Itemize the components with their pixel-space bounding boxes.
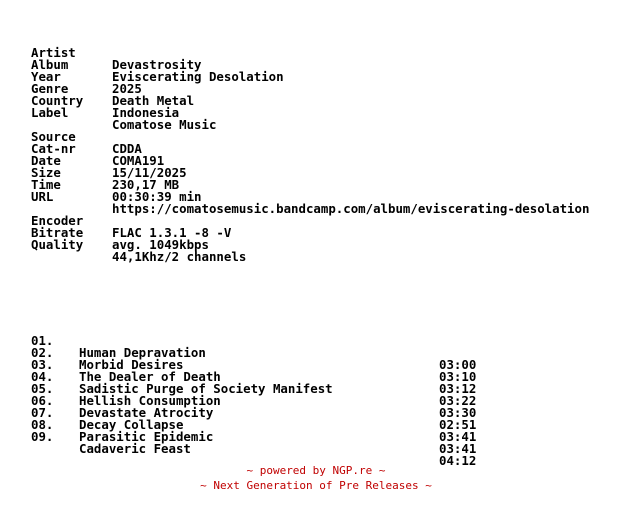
genre-value: Death Metal <box>112 93 195 108</box>
track-title: Devastate Atrocity <box>79 405 214 420</box>
year-value: 2025 <box>112 81 142 96</box>
date-value: 15/11/2025 <box>112 165 187 180</box>
track-number: 08. <box>31 417 54 432</box>
track-number: 02. <box>31 345 54 360</box>
quality-value: 44,1Khz/2 channels <box>112 249 247 264</box>
track-title: Sadistic Purge of Society Manifest <box>79 381 333 396</box>
footer-powered-by: ~ powered by NGP.re ~ <box>246 464 386 477</box>
track-title: Parasitic Epidemic <box>79 429 214 444</box>
encoder-value: FLAC 1.3.1 -8 -V <box>112 225 232 240</box>
record-label-label: Label <box>31 105 69 120</box>
track-number: 01. <box>31 333 54 348</box>
size-label: Size <box>31 165 61 180</box>
genre-label: Genre <box>31 81 69 96</box>
track-title: Hellish Consumption <box>79 393 221 408</box>
country-value: Indonesia <box>112 105 180 120</box>
bitrate-value: avg. 1049kbps <box>112 237 209 252</box>
country-label: Country <box>31 93 84 108</box>
catnr-label: Cat-nr <box>31 141 76 156</box>
catnr-value: COMA191 <box>112 153 165 168</box>
track-number: 05. <box>31 381 54 396</box>
track-number: 04. <box>31 369 54 384</box>
track-title: Morbid Desires <box>79 357 184 372</box>
track-title: The Dealer of Death <box>79 369 221 384</box>
tracklist <box>31 323 591 468</box>
track-number: 03. <box>31 357 54 372</box>
footer-tagline: ~ Next Generation of Pre Releases ~ <box>200 479 432 492</box>
track-title: Human Depravation <box>79 345 206 360</box>
url-label: URL <box>31 189 54 204</box>
date-label: Date <box>31 153 61 168</box>
track-title: Decay Collapse <box>79 417 184 432</box>
track-number: 09. <box>31 429 54 444</box>
track-title: Cadaveric Feast <box>79 441 191 456</box>
url-value: https://comatosemusic.bandcamp.com/album/eviscerating-desolation <box>112 201 590 216</box>
track-duration: 03:41 <box>439 441 477 456</box>
artist-label: Artist <box>31 45 76 60</box>
time-label: Time <box>31 177 61 192</box>
artist-value: Devastrosity <box>112 57 202 72</box>
quality-label: Quality <box>31 237 84 252</box>
album-label: Album <box>31 57 69 72</box>
track-duration: 03:12 <box>439 381 477 396</box>
track-number: 06. <box>31 393 54 408</box>
track-duration: 04:12 <box>439 453 477 468</box>
nfo-info-block <box>31 35 631 264</box>
album-value: Eviscerating Desolation <box>112 69 284 84</box>
time-value: 00:30:39 min <box>112 189 202 204</box>
track-duration: 03:22 <box>439 393 477 408</box>
track-duration: 03:41 <box>439 429 477 444</box>
size-value: 230,17 MB <box>112 177 180 192</box>
track-duration: 02:51 <box>439 417 477 432</box>
track-duration: 03:00 <box>439 357 477 372</box>
record-label-value: Comatose Music <box>112 117 217 132</box>
source-value: CDDA <box>112 141 142 156</box>
track-number: 07. <box>31 405 54 420</box>
encoder-label: Encoder <box>31 213 84 228</box>
bitrate-label: Bitrate <box>31 225 84 240</box>
year-label: Year <box>31 69 61 84</box>
track-duration: 03:10 <box>439 369 477 384</box>
track-duration: 03:30 <box>439 405 477 420</box>
source-label: Source <box>31 129 76 144</box>
